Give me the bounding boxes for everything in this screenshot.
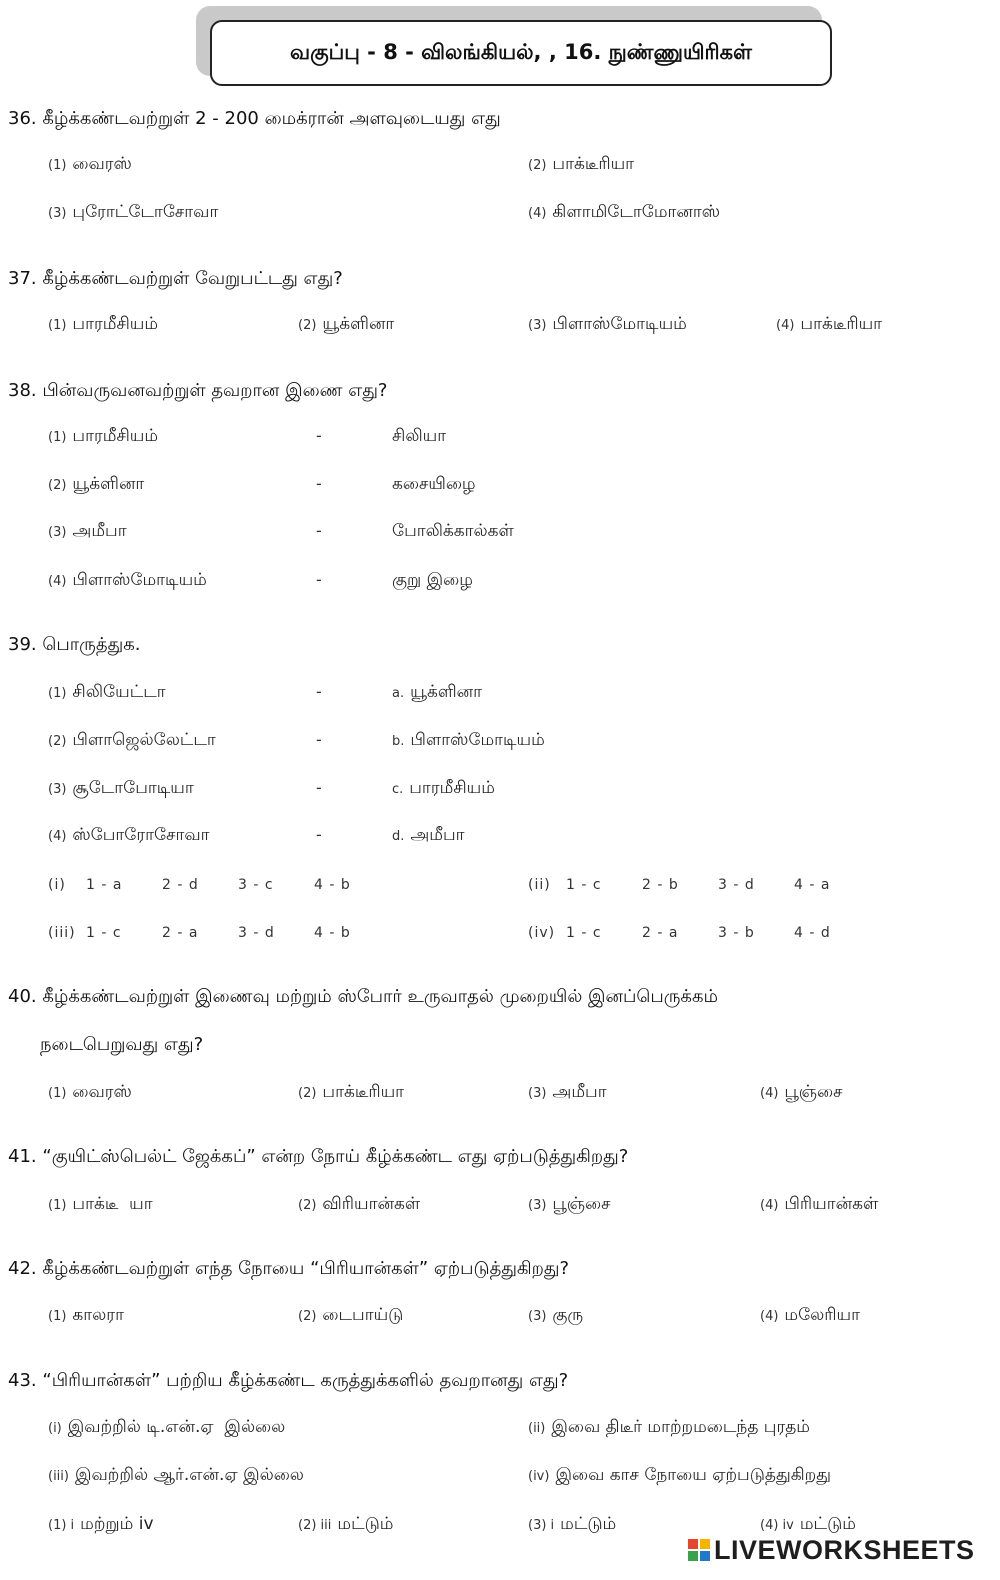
question-40: [8, 988, 718, 1006]
answer-39-i: (i) 1 - a 2 - d 3 - c 4 - b: [48, 877, 351, 893]
question-number: 37.: [8, 268, 37, 289]
question-37: [8, 270, 343, 288]
answer-39-iii: (iii) 1 - c 2 - a 3 - d 4 - b: [48, 925, 351, 941]
option-41-4: (4) பிரியான்கள்: [760, 1194, 879, 1214]
question-text: பொருத்துக.: [42, 634, 141, 655]
pair-38-4-right: குறு இழை: [392, 570, 473, 590]
question-36: [8, 110, 501, 128]
option-43-4: (4) iv மட்டும்: [760, 1514, 856, 1534]
option-40-3: (3) அமீபா: [528, 1082, 607, 1102]
option-42-4: (4) மலேரியா: [760, 1305, 860, 1325]
logo-square-icon: [700, 1539, 710, 1549]
option-42-3: (3) குரு: [528, 1305, 584, 1325]
option-36-3: (3) புரோட்டோசோவா: [48, 202, 219, 222]
option-41-3: (3) பூஞ்சை: [528, 1194, 611, 1214]
match-39-3-dash: -: [316, 778, 322, 797]
liveworksheets-logo-text: LIVEWORKSHEETS: [714, 1534, 975, 1565]
option-40-4: (4) பூஞ்சை: [760, 1082, 843, 1102]
question-text: கீழ்க்கண்டவற்றுள் வேறுபட்டது எது?: [42, 268, 343, 289]
match-39-2-left: (2) பிளாஜெல்லேட்டா: [48, 730, 216, 750]
question-40-line2: நடைபெறுவது எது?: [40, 1034, 204, 1055]
pair-38-2-dash: -: [316, 474, 322, 493]
statement-43-i: (i) இவற்றில் டி.என்.ஏ இல்லை: [48, 1417, 286, 1437]
question-38: [8, 382, 388, 400]
logo-square-icon: [700, 1551, 710, 1561]
question-number: 38.: [8, 380, 37, 401]
question-text: “குயிட்ஸ்பெல்ட் ஜேக்கப்” என்ற நோய் கீழ்க்கண்ட எது ஏற்படுத்துகிறது?: [42, 1146, 629, 1167]
option-41-2: (2) விரியான்கள்: [298, 1194, 421, 1214]
option-40-1: (1) வைரஸ்: [48, 1082, 132, 1102]
match-39-2-right: b. பிளாஸ்மோடியம்: [392, 730, 545, 750]
option-37-1: (1) பாரமீசியம்: [48, 314, 159, 334]
question-number: 42.: [8, 1258, 37, 1279]
pair-38-1-left: (1) பாரமீசியம்: [48, 426, 159, 446]
question-number: 41.: [8, 1146, 37, 1167]
match-39-4-right: d. அமீபா: [392, 825, 465, 845]
option-42-2: (2) டைபாய்டு: [298, 1305, 404, 1325]
option-36-4: (4) கிளாமிடோமோனாஸ்: [528, 202, 721, 222]
option-43-1: (1) i மற்றும் iv: [48, 1514, 154, 1534]
question-text: கீழ்க்கண்டவற்றுள் 2 - 200 மைக்ரான் அளவுடையது எது: [42, 108, 501, 129]
question-text: “பிரியான்கள்” பற்றிய கீழ்க்கண்ட கருத்துக்களில் தவறானது எது?: [42, 1370, 569, 1391]
logo-square-icon: [688, 1539, 698, 1549]
match-39-1-left: (1) சிலியேட்டா: [48, 682, 166, 702]
option-41-1: (1) பாக்டீ யா: [48, 1194, 153, 1214]
pair-38-2-right: கசையிழை: [392, 474, 476, 494]
option-40-2: (2) பாக்டீரியா: [298, 1082, 405, 1102]
page-title: [210, 20, 832, 86]
option-37-2: (2) யூக்ளினா: [298, 314, 395, 334]
match-39-1-dash: -: [316, 682, 322, 701]
option-37-4: (4) பாக்டீரியா: [776, 314, 883, 334]
pair-38-2-left: (2) யூக்ளினா: [48, 474, 145, 494]
pair-38-1-right: சிலியா: [392, 426, 447, 446]
option-36-2: (2) பாக்டீரியா: [528, 154, 635, 174]
question-number: 36.: [8, 108, 37, 129]
statement-43-iii: (iii) இவற்றில் ஆர்.என்.ஏ இல்லை: [48, 1465, 304, 1485]
match-39-4-dash: -: [316, 825, 322, 844]
answer-39-ii: (ii) 1 - c 2 - b 3 - d 4 - a: [528, 877, 831, 893]
pair-38-1-dash: -: [316, 426, 322, 445]
page-title-text: வகுப்பு - 8 - விலங்கியல், , 16. நுண்ணுயிரிகள்: [289, 39, 753, 64]
liveworksheets-logo-icon: [688, 1539, 710, 1561]
question-41: [8, 1148, 628, 1166]
answer-39-iv: (iv) 1 - c 2 - a 3 - b 4 - d: [528, 925, 831, 941]
question-number: 39.: [8, 634, 37, 655]
match-39-2-dash: -: [316, 730, 322, 749]
question-42: [8, 1260, 569, 1278]
match-39-4-left: (4) ஸ்போரோசோவா: [48, 825, 210, 845]
pair-38-3-left: (3) அமீபா: [48, 521, 127, 541]
liveworksheets-logo: [688, 1530, 993, 1570]
option-43-3: (3) i மட்டும்: [528, 1514, 617, 1534]
question-number: 43.: [8, 1370, 37, 1391]
match-39-3-right: c. பாரமீசியம்: [392, 778, 495, 798]
question-text: கீழ்க்கண்டவற்றுள் இணைவு மற்றும் ஸ்போர் உருவாதல் முறையில் இனப்பெருக்கம்: [42, 986, 718, 1007]
question-text: பின்வருவனவற்றுள் தவறான இணை எது?: [42, 380, 388, 401]
pair-38-4-dash: -: [316, 570, 322, 589]
option-43-2: (2) iii மட்டும்: [298, 1514, 394, 1534]
question-43: [8, 1372, 568, 1390]
pair-38-3-dash: -: [316, 521, 322, 540]
logo-square-icon: [688, 1551, 698, 1561]
option-36-1: (1) வைரஸ்: [48, 154, 132, 174]
statement-43-ii: (ii) இவை திடீர் மாற்றமடைந்த புரதம்: [528, 1417, 810, 1437]
question-number: 40.: [8, 986, 37, 1007]
question-text: கீழ்க்கண்டவற்றுள் எந்த நோயை “பிரியான்கள்” ஏற்படுத்துகிறது?: [42, 1258, 570, 1279]
statement-43-iv: (iv) இவை காச நோயை ஏற்படுத்துகிறது: [528, 1465, 831, 1485]
pair-38-3-right: போலிக்கால்கள்: [392, 521, 514, 541]
match-39-1-right: a. யூக்ளினா: [392, 682, 482, 702]
option-42-1: (1) காலரா: [48, 1305, 124, 1325]
match-39-3-left: (3) சூடோபோடியா: [48, 778, 194, 798]
pair-38-4-left: (4) பிளாஸ்மோடியம்: [48, 570, 207, 590]
option-37-3: (3) பிளாஸ்மோடியம்: [528, 314, 687, 334]
question-39: [8, 636, 140, 654]
